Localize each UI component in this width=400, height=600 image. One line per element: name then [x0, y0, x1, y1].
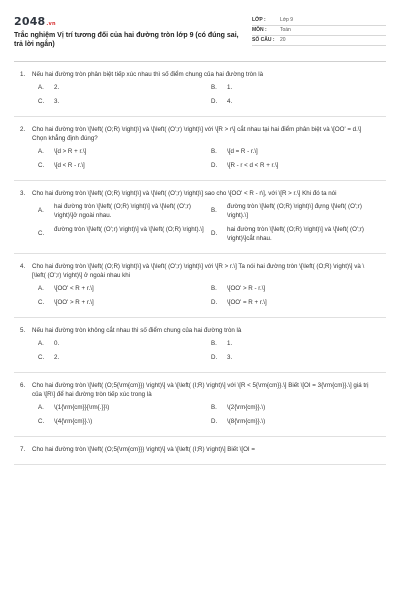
option-text: đường tròn \[\left( (O;R) \right)\] đựng \[\left( (O';r) \right).\] — [227, 202, 362, 219]
question-list — [14, 62, 386, 465]
answer-option[interactable] — [211, 285, 384, 294]
question-number: 6. — [20, 381, 26, 389]
answer-option[interactable] — [38, 285, 211, 294]
option-label: B. — [211, 284, 217, 292]
option-text: \[OO' < R + r.\] — [54, 284, 94, 292]
answer-option[interactable] — [211, 340, 384, 349]
option-text: \(2{\rm{cm}}.\) — [227, 403, 266, 411]
answer-option[interactable] — [38, 354, 211, 363]
question-text: Nếu hai đường tròn không cắt nhau thì số điểm chung của hai đường tròn là — [32, 326, 242, 334]
question-line — [14, 327, 386, 336]
question-item — [14, 181, 386, 254]
answer-option[interactable] — [38, 299, 211, 308]
question-number: 2. — [20, 125, 26, 133]
page-title: Trắc nghiệm Vị trí tương đối của hai đường tròn lớp 9 (có đúng sai, trả lời ngắn) — [14, 32, 239, 49]
meta-label: LỚP : — [252, 16, 266, 23]
answer-option[interactable] — [211, 354, 384, 363]
option-text: hai đường tròn \[\left( (O;R) \right)\] và \[\left( (O';r) \right)\]ở ngoài nhau. — [54, 202, 191, 219]
option-text: 4. — [227, 97, 233, 105]
option-text: \(8{\rm{cm}}.\) — [227, 417, 266, 425]
option-label: A. — [38, 284, 44, 292]
question-text: Cho hai đường tròn \[\left( (O;R) \right)\] và \[\left( (O';r) \right)\] với \[R > r\] cắt nhau tại hai điểm phân biệt và \[OO' = d.\] Chọn khẳng định đúng? — [32, 125, 362, 142]
meta-label: SỐ CÂU : — [252, 36, 275, 43]
option-label: C. — [38, 97, 45, 105]
answer-option[interactable] — [211, 148, 384, 157]
answer-options — [38, 84, 386, 107]
answer-option[interactable] — [211, 84, 384, 93]
answer-option[interactable] — [38, 98, 211, 107]
answer-option[interactable] — [211, 98, 384, 107]
option-label: C. — [38, 298, 45, 306]
option-text: \[d = R - r.\] — [227, 147, 258, 155]
question-line — [14, 263, 386, 281]
option-text: \[d > R + r.\] — [54, 147, 87, 155]
option-text: hai đường tròn \[\left( (O;R) \right)\] và \[\left( (O';r) \right)\]cắt nhau. — [227, 225, 364, 242]
option-label: D. — [211, 161, 218, 169]
answer-option[interactable] — [211, 226, 384, 244]
answer-option[interactable] — [211, 299, 384, 308]
meta-panel — [252, 16, 386, 46]
answer-options — [38, 203, 386, 244]
option-label: B. — [211, 206, 217, 214]
answer-option[interactable] — [211, 162, 384, 171]
answer-options — [38, 148, 386, 171]
option-label: B. — [211, 147, 217, 155]
answer-option[interactable] — [38, 148, 211, 157]
question-line — [14, 382, 386, 400]
meta-row-subject — [252, 26, 386, 36]
option-text: \[OO' > R - r.\] — [227, 284, 266, 292]
option-text: 2. — [54, 353, 60, 361]
meta-label: MÔN : — [252, 26, 267, 33]
option-text: đường tròn \[\left( (O';r) \right)\] và \[\left( (O;R) \right).\] — [54, 225, 204, 233]
logo-suffix: .vn — [46, 21, 56, 27]
header-left — [14, 10, 246, 50]
option-text: \(1{\rm{cm}}{\rm{.}}\) — [54, 403, 110, 411]
answer-options — [38, 340, 386, 363]
option-label: A. — [38, 339, 44, 347]
option-text: \[OO' > R + r.\] — [54, 298, 94, 306]
option-text: \[OO' = R + r.\] — [227, 298, 267, 306]
question-item — [14, 373, 386, 437]
option-label: B. — [211, 403, 217, 411]
answer-option[interactable] — [38, 162, 211, 171]
question-number: 1. — [20, 70, 26, 78]
option-label: A. — [38, 403, 44, 411]
option-label: A. — [38, 83, 44, 91]
option-label: B. — [211, 339, 217, 347]
answer-option[interactable] — [211, 404, 384, 413]
option-text: \[d < R - r.\] — [54, 161, 85, 169]
question-text: Cho hai đường tròn \[\left( (O;5{\rm{cm}}) \right)\] và \[\left( (I;R) \right)\] với \[R < 5{\rm{cm}}.\] Biết \[OI = 3{\rm{cm}}.\] giá trị của \[R\] để hai đường tròn tiếp xúc trong là — [32, 381, 369, 398]
option-label: D. — [211, 97, 218, 105]
option-text: 3. — [54, 97, 60, 105]
answer-option[interactable] — [38, 226, 211, 244]
meta-value: 20 — [280, 36, 286, 43]
question-text: Cho hai đường tròn \[\left( (O;R) \right)\] và \[\left( (O';r) \right)\] sao cho \[OO' < R - r\], với \[R > r.\] Khi đó ta nói — [32, 189, 337, 197]
option-label: C. — [38, 161, 45, 169]
option-label: A. — [38, 147, 44, 155]
option-text: 3. — [227, 353, 233, 361]
question-number: 3. — [20, 189, 26, 197]
question-text: Cho hai đường tròn \[\left( (O;5{\rm{cm}}) \right)\] và \[\left( (I;R) \right)\] Biết \[OI = — [32, 445, 255, 453]
question-item — [14, 254, 386, 318]
question-number: 5. — [20, 326, 26, 334]
answer-options — [38, 404, 386, 427]
answer-option[interactable] — [211, 203, 384, 221]
question-line — [14, 71, 386, 80]
question-line — [14, 190, 386, 199]
meta-row-count — [252, 36, 386, 46]
question-item — [14, 62, 386, 117]
question-line — [14, 446, 386, 455]
option-label: D. — [211, 298, 218, 306]
meta-row-class — [252, 16, 386, 26]
option-label: D. — [211, 417, 218, 425]
option-text: \(4{\rm{cm}}.\) — [54, 417, 93, 425]
answer-option[interactable] — [38, 340, 211, 349]
answer-options — [38, 285, 386, 308]
site-logo[interactable] — [14, 16, 246, 27]
question-text: Nếu hai đường tròn phân biệt tiếp xúc nhau thì số điểm chung của hai đường tròn là — [32, 70, 264, 78]
option-label: D. — [211, 353, 218, 361]
answer-option[interactable] — [38, 404, 211, 413]
question-text: Cho hai đường tròn \[\left( (O;R) \right)\] và \[\left( (O';r) \right)\] với \[R > r.\] Ta nói hai đường tròn \[\left( (O;R) \right)\] và \[\left( (O';r) \right)\] ở ngoài nhau khi — [32, 262, 365, 279]
question-number: 4. — [20, 262, 26, 270]
meta-value: Lớp 9 — [280, 16, 294, 23]
answer-option[interactable] — [38, 203, 211, 221]
answer-option[interactable] — [38, 84, 211, 93]
option-label: C. — [38, 417, 45, 425]
question-item — [14, 318, 386, 373]
option-text: 1. — [227, 83, 233, 91]
question-item — [14, 437, 386, 465]
option-label: D. — [211, 229, 218, 237]
logo-text: 2048 — [14, 15, 46, 28]
question-number: 7. — [20, 445, 26, 453]
option-text: 1. — [227, 339, 233, 347]
meta-value: Toán — [280, 26, 291, 33]
option-text: 0. — [54, 339, 60, 347]
option-label: C. — [38, 229, 45, 237]
option-label: A. — [38, 206, 44, 214]
option-label: C. — [38, 353, 45, 361]
option-text: 2. — [54, 83, 60, 91]
answer-option[interactable] — [38, 418, 211, 427]
question-line — [14, 126, 386, 144]
option-text: \[R - r < d < R + r.\] — [227, 161, 279, 169]
header — [14, 10, 386, 50]
answer-option[interactable] — [211, 418, 384, 427]
option-label: B. — [211, 83, 217, 91]
question-item — [14, 117, 386, 181]
